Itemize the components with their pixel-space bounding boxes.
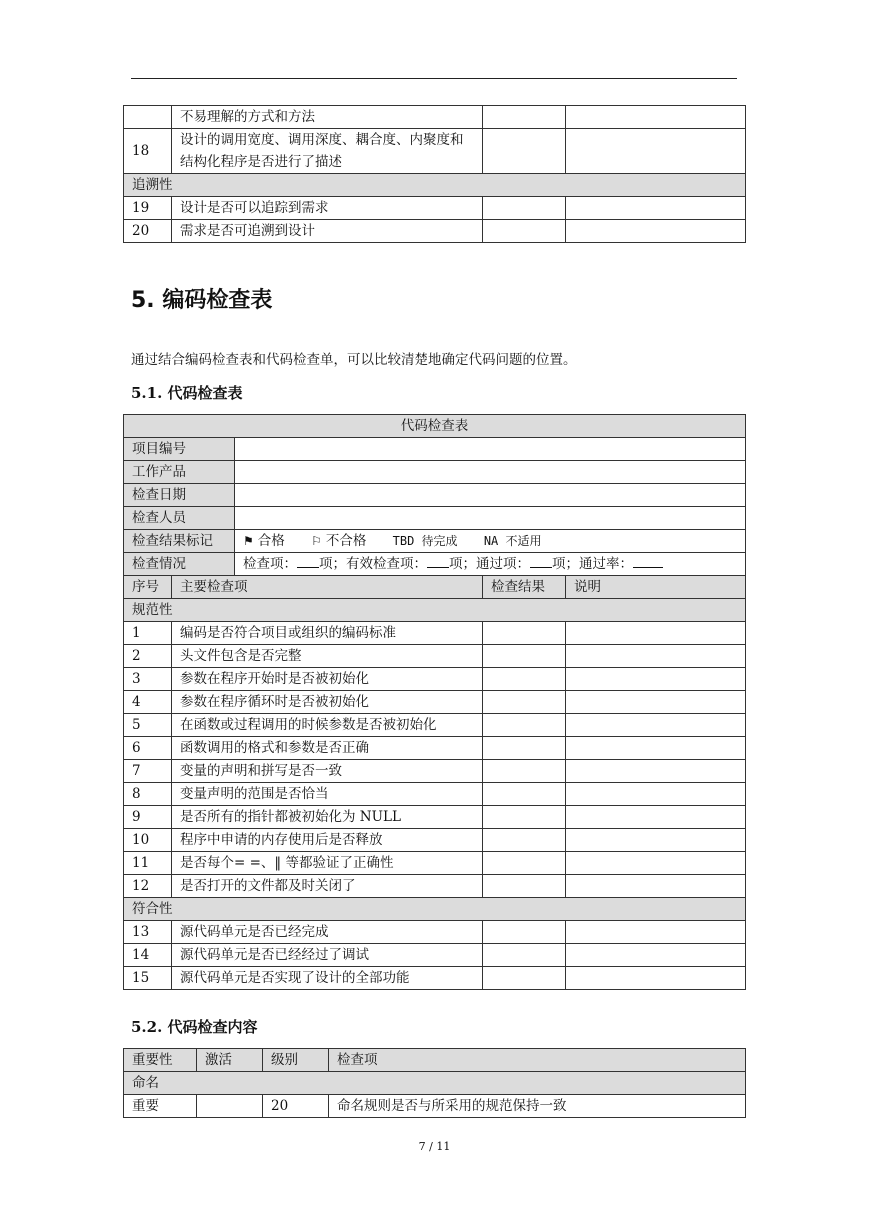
check-item: 变量的声明和拼写是否一致 (172, 760, 483, 783)
remark-cell[interactable] (566, 852, 746, 875)
status-text: 项；通过项： (449, 556, 530, 572)
table-row (124, 197, 746, 220)
check-item: 是否所有的指针都被初始化为 NULL (172, 806, 483, 829)
field-row (124, 438, 746, 461)
check-item: 不易理解的方式和方法 (172, 106, 483, 129)
code-content-table (123, 1048, 746, 1118)
check-item: 在函数或过程调用的时候参数是否被初始化 (172, 714, 483, 737)
level-cell: 20 (263, 1095, 329, 1118)
check-result-cell[interactable] (483, 714, 566, 737)
column-header: 检查结果 (483, 576, 566, 599)
remark-cell[interactable] (566, 645, 746, 668)
section-heading-5-2: 5.2. 代码检查内容 (131, 1018, 258, 1036)
table-row (124, 714, 746, 737)
field-label: 检查结果标记 (124, 530, 235, 553)
field-label: 项目编号 (124, 438, 235, 461)
field-label: 工作产品 (124, 461, 235, 484)
row-number: 12 (124, 875, 172, 898)
column-header-row (124, 576, 746, 599)
section-label: 追溯性 (124, 174, 746, 197)
table-row (124, 875, 746, 898)
row-number: 5 (124, 714, 172, 737)
status-text: 检查项： (243, 556, 297, 572)
field-label: 检查人员 (124, 507, 235, 530)
field-row (124, 553, 746, 576)
check-item: 设计是否可以追踪到需求 (172, 197, 483, 220)
table-row (124, 220, 746, 243)
remark-cell[interactable] (566, 691, 746, 714)
check-result-cell[interactable] (483, 691, 566, 714)
check-date-field[interactable] (235, 484, 746, 507)
check-item: 源代码单元是否实现了设计的全部功能 (172, 967, 483, 990)
section-row (124, 1072, 746, 1095)
section-row (124, 599, 746, 622)
column-header: 检查项 (329, 1049, 746, 1072)
check-item: 源代码单元是否已经完成 (172, 921, 483, 944)
check-item: 编码是否符合项目或组织的编码标准 (172, 622, 483, 645)
flag-outline-icon: ⚐ (311, 534, 322, 548)
section-label: 规范性 (124, 599, 746, 622)
blank-field[interactable] (427, 555, 449, 568)
section-heading-5-1: 5.1. 代码检查表 (131, 384, 243, 402)
row-number: 14 (124, 944, 172, 967)
column-header-row (124, 1049, 746, 1072)
row-number: 18 (124, 129, 172, 174)
row-number: 9 (124, 806, 172, 829)
check-result-cell[interactable] (483, 852, 566, 875)
header-rule (131, 78, 737, 79)
check-result-cell[interactable] (483, 783, 566, 806)
row-number: 1 (124, 622, 172, 645)
table-row (124, 737, 746, 760)
row-number: 19 (124, 197, 172, 220)
field-row (124, 530, 746, 553)
check-result-cell[interactable] (483, 806, 566, 829)
row-number: 13 (124, 921, 172, 944)
field-label: 检查情况 (124, 553, 235, 576)
code-check-table (123, 414, 746, 990)
remark-cell[interactable] (566, 806, 746, 829)
check-result-cell[interactable] (483, 668, 566, 691)
row-number: 11 (124, 852, 172, 875)
column-header: 说明 (566, 576, 746, 599)
column-header: 主要检查项 (172, 576, 483, 599)
remark-cell[interactable] (566, 829, 746, 852)
status-text: 项；通过率： (552, 556, 633, 572)
table-row (124, 1095, 746, 1118)
column-header: 激活 (197, 1049, 263, 1072)
remark-cell[interactable] (566, 921, 746, 944)
check-item: 头文件包含是否完整 (172, 645, 483, 668)
mark-fail: 不合格 (325, 533, 367, 549)
check-result-cell[interactable] (483, 197, 566, 220)
table-row (124, 760, 746, 783)
table-title: 代码检查表 (124, 415, 746, 438)
check-item: 是否打开的文件都及时关闭了 (172, 875, 483, 898)
table-row (124, 967, 746, 990)
table-title-row (124, 415, 746, 438)
table-row (124, 668, 746, 691)
check-item: 参数在程序循环时是否被初始化 (172, 691, 483, 714)
blank-field[interactable] (633, 555, 663, 568)
blank-field[interactable] (297, 555, 319, 568)
check-result-cell[interactable] (483, 967, 566, 990)
field-row (124, 507, 746, 530)
remark-cell[interactable] (566, 197, 746, 220)
remark-cell[interactable] (566, 783, 746, 806)
check-result-cell[interactable] (483, 129, 566, 174)
project-id-field[interactable] (235, 438, 746, 461)
table-row (124, 944, 746, 967)
check-result-cell[interactable] (483, 829, 566, 852)
check-result-cell[interactable] (483, 220, 566, 243)
status-text: 项；有效检查项： (319, 556, 427, 572)
table-row (124, 783, 746, 806)
check-item: 程序中申请的内存使用后是否释放 (172, 829, 483, 852)
mark-pass: 合格 (257, 533, 285, 549)
field-label: 检查日期 (124, 484, 235, 507)
table-row (124, 106, 746, 129)
table-row (124, 852, 746, 875)
check-item: 是否每个= =、‖ 等都验证了正确性 (172, 852, 483, 875)
blank-field[interactable] (530, 555, 552, 568)
check-result-cell[interactable] (483, 921, 566, 944)
mark-tbd: TBD 待完成 (392, 534, 458, 548)
remark-cell[interactable] (566, 967, 746, 990)
check-result-cell[interactable] (483, 622, 566, 645)
check-item: 设计的调用宽度、调用深度、耦合度、内聚度和结构化程序是否进行了描述 (172, 129, 483, 174)
page-number: 7 / 11 (418, 1140, 451, 1153)
check-result-cell[interactable] (483, 106, 566, 129)
check-item: 命名规则是否与所采用的规范保持一致 (329, 1095, 746, 1118)
section-row (124, 898, 746, 921)
check-item: 函数调用的格式和参数是否正确 (172, 737, 483, 760)
table-row (124, 691, 746, 714)
row-number: 2 (124, 645, 172, 668)
table-row (124, 829, 746, 852)
row-number (124, 106, 172, 129)
remark-cell[interactable] (566, 106, 746, 129)
row-number: 20 (124, 220, 172, 243)
work-product-field[interactable] (235, 461, 746, 484)
section-label: 符合性 (124, 898, 746, 921)
active-cell[interactable] (197, 1095, 263, 1118)
table-row (124, 645, 746, 668)
check-result-cell[interactable] (483, 645, 566, 668)
column-header: 序号 (124, 576, 172, 599)
field-row (124, 461, 746, 484)
remark-cell[interactable] (566, 875, 746, 898)
row-number: 6 (124, 737, 172, 760)
remark-cell[interactable] (566, 622, 746, 645)
field-row (124, 484, 746, 507)
row-number: 8 (124, 783, 172, 806)
design-check-table-continued (123, 105, 746, 243)
section-label: 命名 (124, 1072, 746, 1095)
check-item: 源代码单元是否已经经过了调试 (172, 944, 483, 967)
row-number: 7 (124, 760, 172, 783)
remark-cell[interactable] (566, 714, 746, 737)
check-result-cell[interactable] (483, 737, 566, 760)
check-item: 变量声明的范围是否恰当 (172, 783, 483, 806)
section-heading-5: 5. 编码检查表 (131, 288, 273, 313)
table-row (124, 129, 746, 174)
result-marks (235, 530, 746, 553)
table-row (124, 622, 746, 645)
check-result-cell[interactable] (483, 944, 566, 967)
table-row (124, 806, 746, 829)
column-header: 级别 (263, 1049, 329, 1072)
check-item: 参数在程序开始时是否被初始化 (172, 668, 483, 691)
check-result-cell[interactable] (483, 875, 566, 898)
check-item: 需求是否可追溯到设计 (172, 220, 483, 243)
remark-cell[interactable] (566, 220, 746, 243)
row-number: 4 (124, 691, 172, 714)
intro-paragraph: 通过结合编码检查表和代码检查单，可以比较清楚地确定代码问题的位置。 (131, 352, 577, 368)
row-number: 15 (124, 967, 172, 990)
mark-na: NA 不适用 (483, 534, 542, 548)
check-result-cell[interactable] (483, 760, 566, 783)
section-row (124, 174, 746, 197)
remark-cell[interactable] (566, 760, 746, 783)
remark-cell[interactable] (566, 737, 746, 760)
remark-cell[interactable] (566, 668, 746, 691)
remark-cell[interactable] (566, 129, 746, 174)
status-summary (235, 553, 746, 576)
remark-cell[interactable] (566, 944, 746, 967)
table-row (124, 921, 746, 944)
row-number: 3 (124, 668, 172, 691)
flag-filled-icon: ⚑ (243, 534, 254, 548)
importance-cell: 重要 (124, 1095, 197, 1118)
column-header: 重要性 (124, 1049, 197, 1072)
row-number: 10 (124, 829, 172, 852)
inspector-field[interactable] (235, 507, 746, 530)
